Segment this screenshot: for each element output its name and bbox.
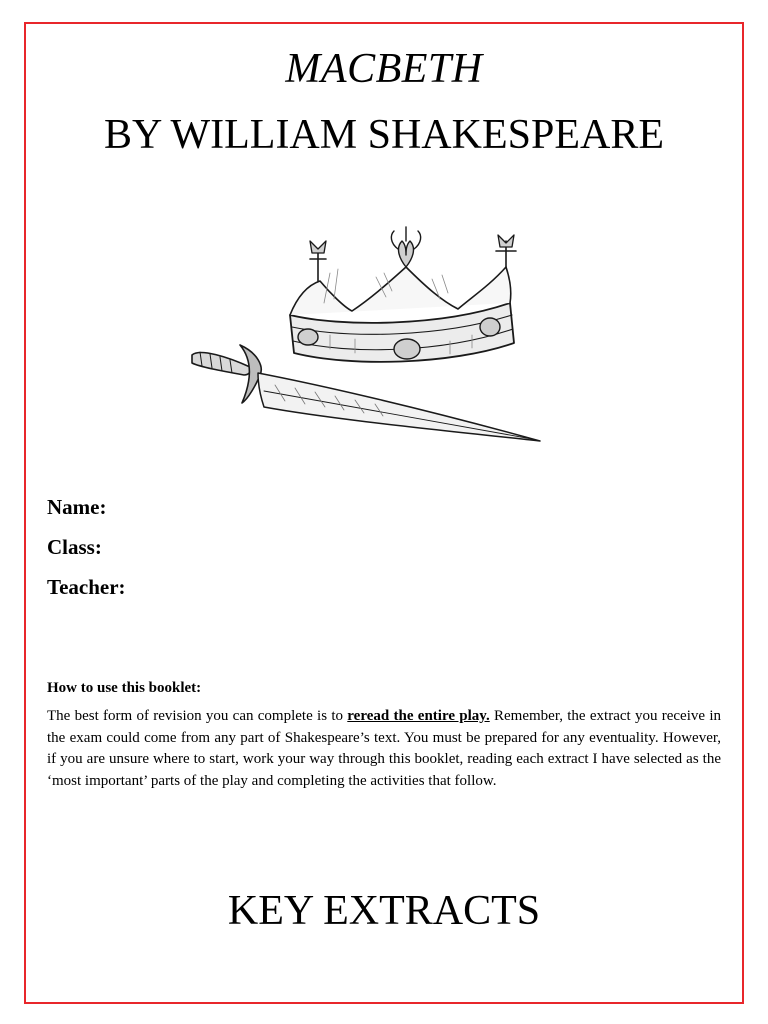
key-extracts-title: KEY EXTRACTS xyxy=(227,888,541,934)
teacher-field-label: Teacher: xyxy=(47,575,126,599)
author-subtitle: BY WILLIAM SHAKESPEARE xyxy=(103,112,664,158)
class-field-label: Class: xyxy=(47,535,102,559)
play-title: MACBETH xyxy=(285,46,483,92)
howto-text-end: Remember, the extract you receive in the exam could come from any part of Shakespeare’s text. You must be prepared for any eventuality. However, if you are unsure where to start, work your way through this booklet, reading each extract I have selected as the ‘most important’ parts of the play and completing the activities that follow. xyxy=(47,708,721,789)
page-border xyxy=(24,22,744,1004)
name-field-label: Name: xyxy=(47,495,107,519)
crown-and-sword-icon xyxy=(180,215,550,450)
crown-icon xyxy=(290,227,516,362)
howto-text-start: The best form of revision you can complete is to xyxy=(47,708,348,724)
howto-heading: How to use this booklet: xyxy=(47,680,202,696)
howto-emphasis: reread the entire play. xyxy=(347,708,490,724)
howto-paragraph xyxy=(47,706,721,792)
